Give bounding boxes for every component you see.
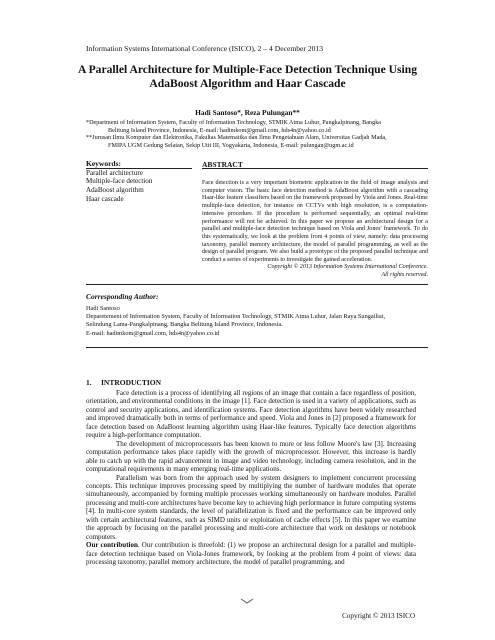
corresponding-line-2: Selindung Lama-Pangkalpinang, Bangka Belitung Island Province, Indonesia. bbox=[86, 321, 283, 329]
abstract-bottom-rule bbox=[86, 284, 428, 285]
conference-header: Information Systems International Conference (ISICO), 2 – 4 December 2013 bbox=[86, 44, 324, 53]
abstract-block bbox=[202, 160, 428, 265]
copyright-line-2: All rights reserved. bbox=[381, 271, 428, 278]
corresponding-block bbox=[86, 305, 416, 338]
copyright-line-1: Copyright © 2013 Information Systems International Conference. bbox=[267, 264, 428, 270]
affiliation-1 bbox=[86, 119, 416, 135]
paragraph-text: . Our contribution is threefold: (1) we propose an architectural design for a parallel and multiple-face detection technique based on Viola-Jones framework, by looking at the problem from 4 point of views: data processing taxonomy, parallel memory architecture, the model of parallel programming, and bbox=[86, 541, 416, 567]
keyword-item: Parallel architecture bbox=[86, 168, 143, 177]
abstract-copyright bbox=[202, 264, 428, 279]
paper-title: A Parallel Architecture for Multiple-Face Detection Technique Using AdaBoost Algorithm and Haar Cascade bbox=[77, 63, 418, 90]
corresponding-line-3: E-mail: hadimkom@gmail.com, hds4n@yahoo.co.id bbox=[86, 329, 220, 337]
keyword-item: Haar cascade bbox=[86, 194, 124, 203]
keyword-item: AdaBoost algorithm bbox=[86, 186, 144, 195]
abstract-rule bbox=[202, 168, 428, 169]
paragraph: The development of microprocessors has been known to more or less follow Moore's law [3]. Increasing computation performance takes place rapidly with the growth of microprocessor. However, this increase is hardly able to catch up with the rapid advancement in image and video technology, including camera resolution, and in the computational requirements in many emerging real-time applications. bbox=[86, 439, 416, 474]
keywords-block bbox=[86, 160, 191, 204]
author-line: Hadi Santoso*, Reza Pulungan** bbox=[195, 108, 300, 117]
corresponding-heading: Corresponding Author: bbox=[86, 292, 159, 301]
affiliation-2-line-2: FMIPA UGM Gedung Selatan, Sekip Utit III, Yogyakarta, Indonesia, E-mail: pulungan@ugm.ac.id bbox=[108, 142, 354, 150]
keyword-item: Multiple-face detection bbox=[86, 177, 153, 186]
paragraph: Parallelism was born from the approach used by system designers to implement concurrent processing concepts. This technique improves processing speed by multiplying the number of hardware modules that operate simultaneously, accompanied by forming multiple processes working simultaneously on hardware modules. Parallel processing and multi-core architectures have become key to achieving high performance in future computing systems [4]. In multi-core system standards, the level of parallelization is fixed and the performance can be improved only with certain architectural features, such as SIMD units or exploitation of cache effects [5]. In this paper we examine the approach by focusing on the parallel processing and multi-core architecture that work on desktops or notebook computers. bbox=[86, 473, 416, 541]
affiliation-2-line-1: **Jurusan Ilmu Komputer dan Elektronika, Fakultas Matematika dan Ilmu Pengetahuan Alam, Universitas Gadjah Mada, bbox=[86, 134, 387, 141]
section-heading: 1. INTRODUCTION bbox=[86, 378, 162, 387]
corresponding-rule bbox=[86, 347, 428, 348]
abstract-heading: ABSTRACT bbox=[202, 160, 243, 169]
section-body bbox=[86, 389, 416, 567]
affiliation-1-line-2: Belitung Island Province, Indonesia, E-mail: hadimkom@gmail.com, hds4n@yahoo.co.id bbox=[108, 127, 331, 135]
keywords-heading: Keywords: bbox=[86, 159, 121, 168]
paragraph-lead: Our contribution bbox=[86, 541, 138, 550]
footer-copyright: Copyright © 2013 ISICO bbox=[342, 612, 416, 620]
chevron-down-icon bbox=[240, 598, 254, 604]
corresponding-line-1: Deparetement of Information System, Faculty of Information Technology, STMIK Atma Luhur, Jalan Raya Sungailiat, bbox=[86, 313, 386, 321]
affiliation-2 bbox=[86, 134, 416, 150]
paragraph bbox=[86, 541, 416, 566]
corresponding-name: Hadi Santoso bbox=[86, 305, 120, 312]
affiliation-1-line-1: *Department of Information System, Faculty of Information Technology, STMIK Atma Luhur, Pangkalpinang, Bangka bbox=[86, 119, 382, 126]
paragraph: Face detection is a process of identifying all regions of an image that contain a face regardless of position, orientation, and environmental conditions in the image [1]. Face detection is used in a variety of applications, such as control and security applications, and identification systems. Face detection algorithms have been widely researched and improved dramatically both in terms of performance and speed. Viola and Jones in [2] proposed a framework for face detection based on AdaBoost learning algorithm using Haar-like features. Typically face detection algorithms require a high-performance computation. bbox=[86, 389, 416, 440]
abstract-text: Face detection is a very important biometric application in the field of image analysis and computer vision. The basic face detection method is AdaBoost algorithm with a cascading Haar-like feature classifiers based on the framework proposed by Viola and Jones. Real-time multiple-face detection, for instance on CCTVs with high resolution, is a computation-intensive procedure. If the procedure is performed sequentially, an optimal real-time performance will not be achieved. In this paper we propose an architectural design for a parallel and multiple-face detection technique based on Viola and Jones' framework. To do this systematically, we look at the problem from 4 points of view, namely: data processing taxonomy, parallel memory architecture, the model of parallel programming, as well as the design of parallel program. We also build a prototype of the proposed parallel technique and conduct a series of experiments to investigate the gained acceleration. bbox=[202, 180, 428, 264]
keywords-rule bbox=[86, 168, 192, 169]
